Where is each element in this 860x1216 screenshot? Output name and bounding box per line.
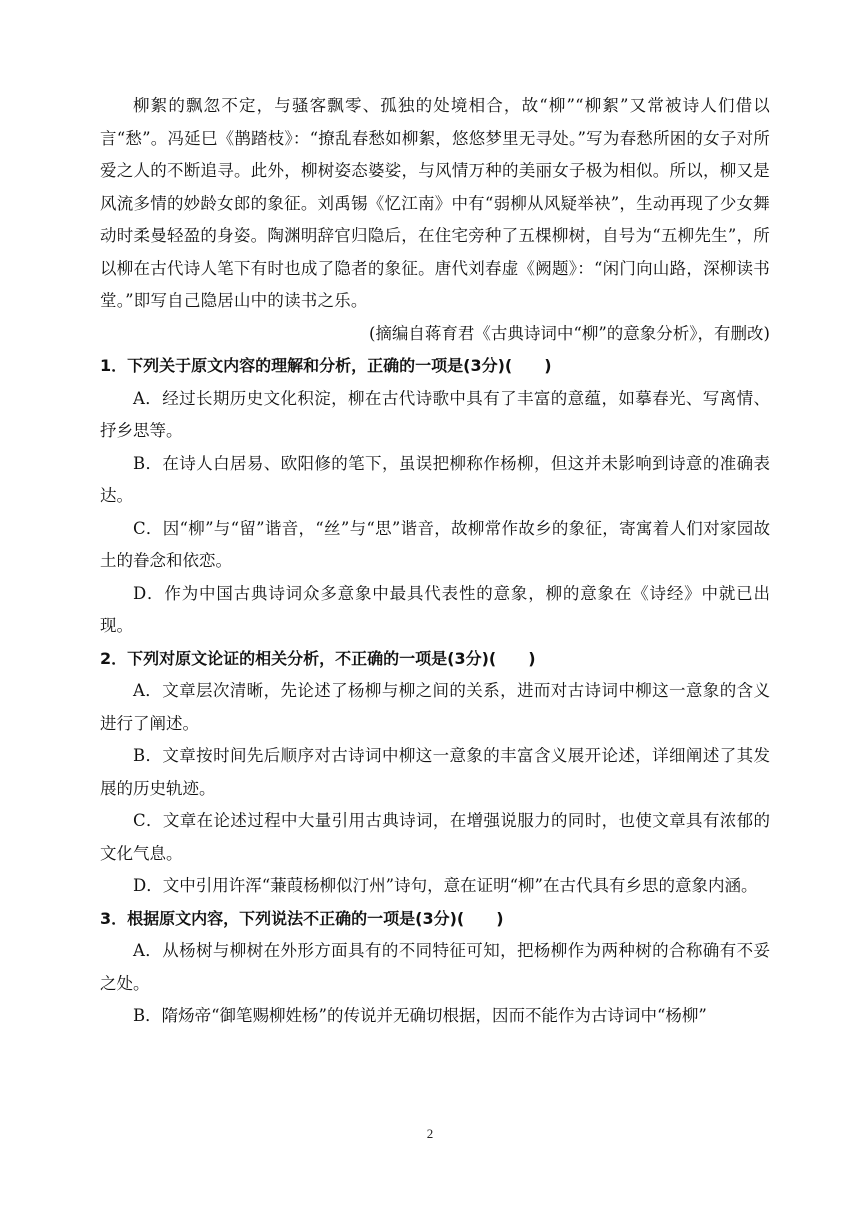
option-a: A．经过长期历史文化积淀，柳在古代诗歌中具有了丰富的意蕴，如摹春光、写离情、抒乡思等。 xyxy=(100,388,770,440)
question-stem: 1．下列关于原文内容的理解和分析，正确的一项是(3分)( ) xyxy=(100,356,552,375)
question-stem: 2．下列对原文论证的相关分析，不正确的一项是(3分)( ) xyxy=(100,648,536,668)
exam-page-content xyxy=(100,90,770,1033)
passage-source: (摘编自蒋育君《古典诗词中“柳”的意象分析》，有删改) xyxy=(369,323,770,343)
option-d: D．作为中国古典诗词众多意象中最具代表性的意象，柳的意象在《诗经》中就已出现。 xyxy=(100,583,770,635)
question-3 xyxy=(100,903,770,1033)
option-b: B．在诗人白居易、欧阳修的笔下，虽误把柳称作杨柳，但这并未影响到诗意的准确表达。 xyxy=(100,453,770,505)
page-number: 2 xyxy=(426,1126,434,1141)
question-2 xyxy=(100,643,770,903)
option-d: D．文中引用许浑“蒹葭杨柳似汀州”诗句，意在证明“柳”在古代具有乡思的意象内涵。 xyxy=(133,876,758,895)
question-1 xyxy=(100,350,770,643)
option-a: A．从杨树与柳树在外形方面具有的不同特征可知，把杨柳作为两种树的合称确有不妥之处。 xyxy=(100,941,770,993)
option-b: B．隋炀帝“御笔赐柳姓杨”的传说并无确切根据，因而不能作为古诗词中“杨柳” xyxy=(133,1006,707,1025)
option-b: B．文章按时间先后顺序对古诗词中柳这一意象的丰富含义展开论述，详细阐述了其发展的历史轨迹。 xyxy=(100,746,770,798)
passage-paragraph: 柳絮的飘忽不定，与骚客飘零、孤独的处境相合，故“柳”“柳絮”又常被诗人们借以言“愁”。冯延巳《鹊踏枝》：“撩乱春愁如柳絮，悠悠梦里无寻处。”写为春愁所困的女子对所爱之人的不断追寻。此外，柳树姿态婆娑，与风情万种的美丽女子极为相似。所以，柳又是风流多情的妙龄女郎的象征。刘禹锡《忆江南》中有“弱柳从风疑举袂”，生动再现了少女舞动时柔曼轻盈的身姿。陶渊明辞官归隐后，在住宅旁种了五棵柳树，自号为“五柳先生”，所以柳在古代诗人笔下有时也成了隐者的象征。唐代刘春虚《阙题》：“闲门向山路，深柳读书堂。”即写自己隐居山中的读书之乐。 xyxy=(100,96,770,310)
option-c: C．因“柳”与“留”谐音，“丝”与“思”谐音，故柳常作故乡的象征，寄寓着人们对家园故土的眷念和依恋。 xyxy=(100,518,770,570)
option-a: A．文章层次清晰，先论述了杨柳与柳之间的关系，进而对古诗词中柳这一意象的含义进行了阐述。 xyxy=(100,681,770,733)
option-c: C．文章在论述过程中大量引用古典诗词，在增强说服力的同时，也使文章具有浓郁的文化气息。 xyxy=(100,811,770,863)
question-stem: 3．根据原文内容，下列说法不正确的一项是(3分)( ) xyxy=(100,908,504,928)
